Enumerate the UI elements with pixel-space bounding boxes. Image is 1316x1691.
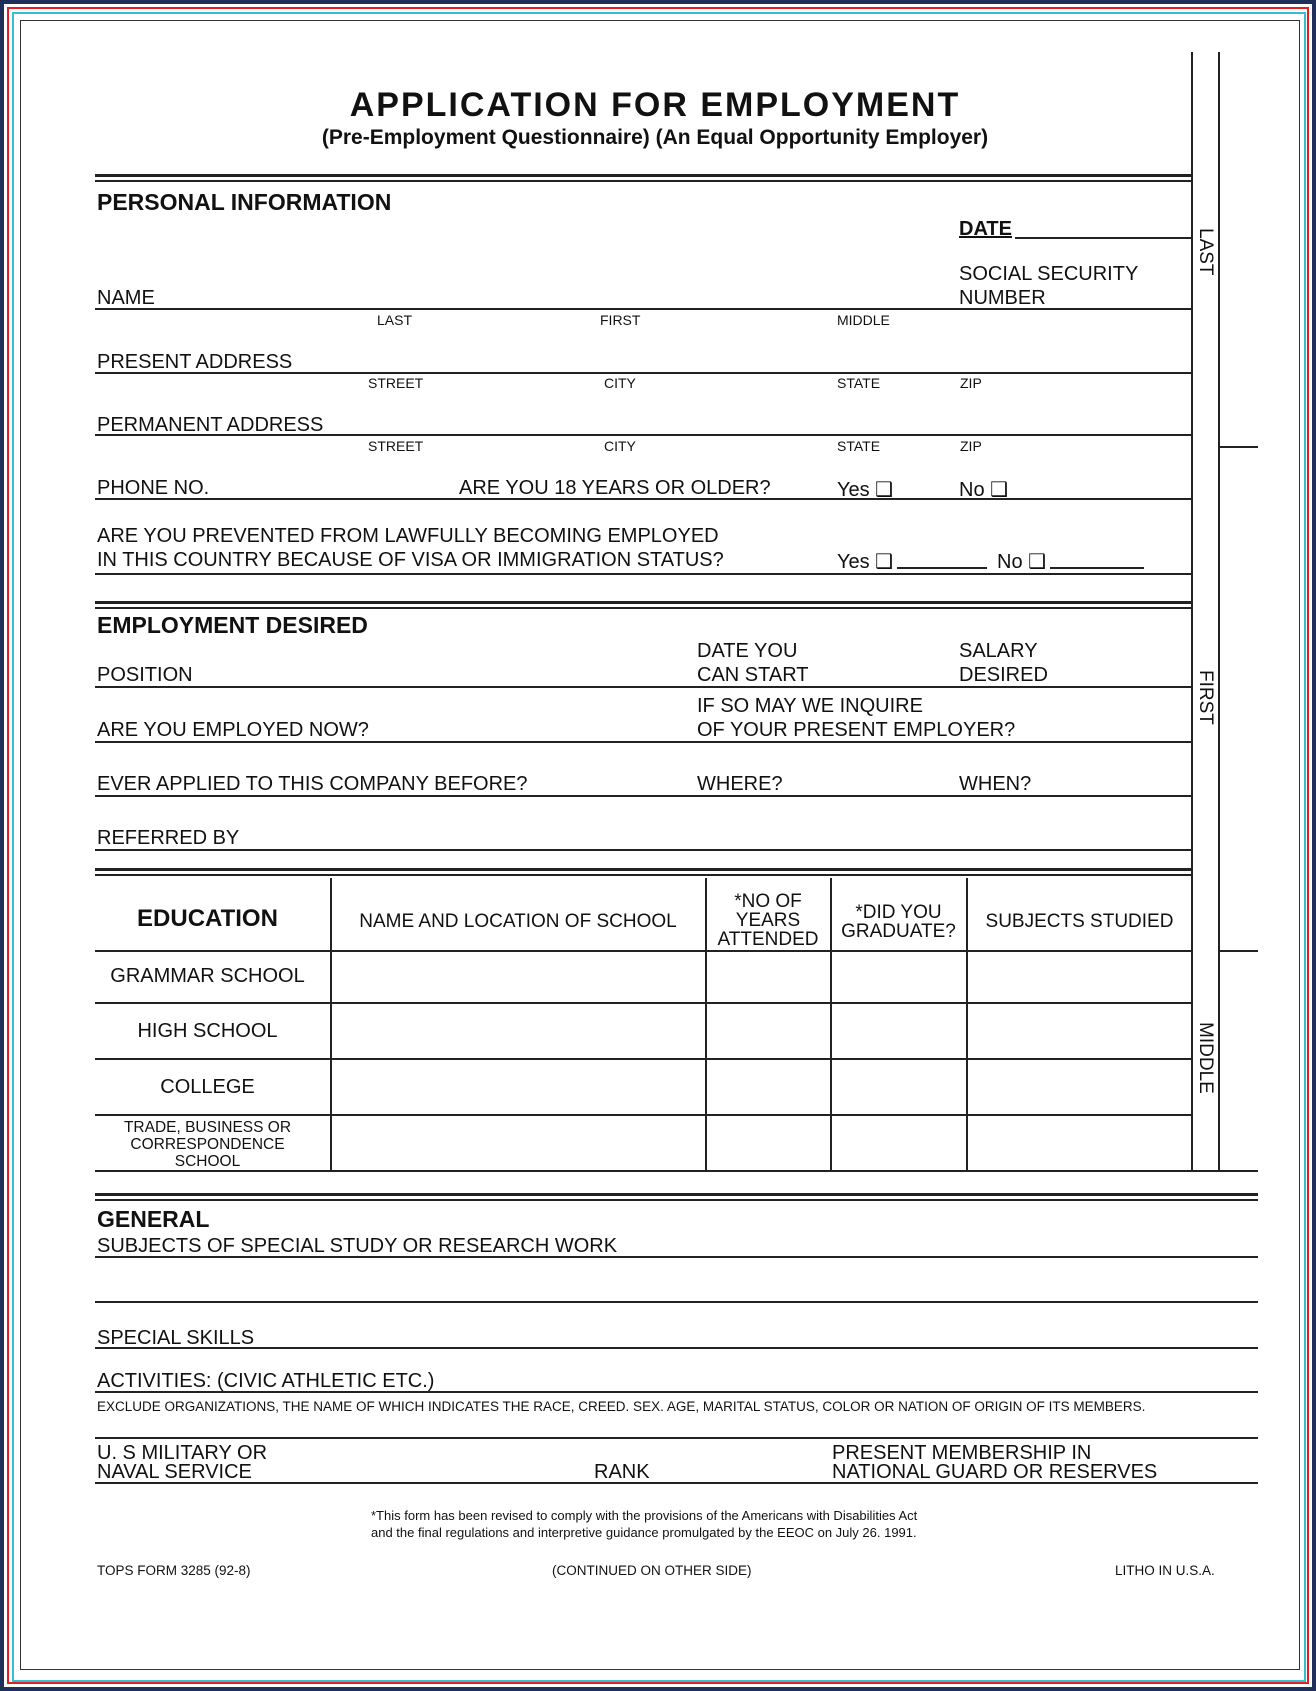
special-skills-field[interactable]	[95, 1347, 1258, 1349]
visa-question-2: IN THIS COUNTRY BECAUSE OF VISA OR IMMIGRATION STATUS?	[97, 549, 724, 571]
side-label-last: LAST	[1195, 228, 1216, 276]
present-state: STATE	[837, 375, 881, 391]
date-label: DATE	[959, 218, 1012, 240]
membership-label-2: NATIONAL GUARD OR RESERVES	[832, 1461, 1158, 1483]
position-field[interactable]	[95, 686, 1192, 688]
section-rule	[95, 601, 1192, 604]
name-sub-middle: MIDDLE	[837, 312, 890, 328]
phone-label: PHONE NO.	[97, 477, 210, 499]
when-label: WHEN?	[959, 773, 1032, 795]
visa-no-line[interactable]	[1050, 567, 1144, 569]
ada-note-1: *This form has been revised to comply with the provisions of the Americans with Disabilities Act	[371, 1508, 918, 1523]
activities-field[interactable]	[95, 1391, 1258, 1393]
applied-before-label: EVER APPLIED TO THIS COMPANY BEFORE?	[97, 773, 528, 795]
col-years-line-2: YEARS	[735, 910, 801, 931]
age-yes-checkbox[interactable]: Yes ❑	[837, 479, 894, 501]
salary-2: DESIRED	[959, 664, 1048, 686]
present-address-label: PRESENT ADDRESS	[97, 351, 293, 373]
litho-note: LITHO IN U.S.A.	[1115, 1563, 1215, 1578]
form-number: TOPS FORM 3285 (92-8)	[97, 1563, 251, 1578]
applied-before-field[interactable]	[95, 795, 1192, 797]
age-no-checkbox[interactable]: No ❑	[959, 479, 1009, 501]
side-label-middle: MIDDLE	[1195, 1022, 1216, 1094]
section-rule	[95, 1193, 1258, 1196]
military-label-2: NAVAL SERVICE	[97, 1461, 252, 1483]
form-title: APPLICATION FOR EMPLOYMENT	[349, 86, 961, 124]
ssn-label-1: SOCIAL SECURITY	[959, 263, 1139, 285]
present-street: STREET	[368, 375, 424, 391]
col-school-header: NAME AND LOCATION OF SCHOOL	[359, 911, 677, 932]
date-start-1: DATE YOU	[697, 640, 798, 662]
visa-no-checkbox[interactable]: No ❑	[997, 551, 1047, 573]
row-college: COLLEGE	[160, 1076, 255, 1098]
visa-question-1: ARE YOU PREVENTED FROM LAWFULLY BECOMING EMPLOYED	[97, 525, 719, 547]
special-study-field[interactable]	[95, 1256, 1258, 1258]
col-grad-line-1: *DID YOU	[855, 902, 942, 923]
row-grammar-school: GRAMMAR SCHOOL	[110, 965, 305, 987]
name-field[interactable]	[95, 308, 1192, 310]
employed-now-label: ARE YOU EMPLOYED NOW?	[97, 719, 369, 741]
visa-yes-checkbox[interactable]: Yes ❑	[837, 551, 894, 573]
section-education-title: EDUCATION	[137, 905, 278, 932]
col-years-line-3: ATTENDED	[717, 929, 819, 950]
permanent-city: CITY	[604, 438, 636, 454]
where-label: WHERE?	[697, 773, 783, 795]
row-rule	[95, 573, 1192, 575]
exclude-note: EXCLUDE ORGANIZATIONS, THE NAME OF WHICH INDICATES THE RACE, CREED. SEX. AGE, MARITAL STATUS, COLOR OR NATION OF ORIGIN OF ITS MEMBERS.	[97, 1399, 1146, 1414]
edu-bottom-rule	[95, 1170, 1258, 1172]
section-rule	[95, 1199, 1258, 1201]
form-subtitle: (Pre-Employment Questionnaire) (An Equal Opportunity Employer)	[321, 126, 989, 149]
permanent-address-label: PERMANENT ADDRESS	[97, 414, 324, 436]
ada-note-2: and the final regulations and interpretive guidance promulgated by the EEOC on July 26. 1991.	[371, 1525, 917, 1540]
position-label: POSITION	[97, 664, 193, 686]
edu-row-rule	[95, 1058, 1192, 1060]
special-study-label: SUBJECTS OF SPECIAL STUDY OR RESEARCH WORK	[97, 1235, 618, 1257]
present-zip: ZIP	[960, 375, 982, 391]
col-graduate-header	[831, 903, 966, 941]
right-tick-1	[1218, 446, 1258, 448]
row-trade-line-3: SCHOOL	[174, 1153, 241, 1170]
col-grad-line-2: GRADUATE?	[841, 921, 956, 942]
date-start-2: CAN START	[697, 664, 809, 686]
col-years-line-1: *NO OF	[734, 891, 802, 912]
present-city: CITY	[604, 375, 636, 391]
present-address-field[interactable]	[95, 372, 1192, 374]
col-subjects-header: SUBJECTS STUDIED	[985, 911, 1174, 932]
row-trade-school	[95, 1119, 320, 1170]
membership-label-1: PRESENT MEMBERSHIP IN	[832, 1442, 1092, 1464]
military-label-1: U. S MILITARY OR	[97, 1442, 268, 1464]
inquire-2: OF YOUR PRESENT EMPLOYER?	[697, 719, 1016, 741]
section-rule	[95, 174, 1192, 177]
special-skills-label: SPECIAL SKILLS	[97, 1327, 255, 1349]
section-rule	[95, 607, 1192, 609]
section-employment-title: EMPLOYMENT DESIRED	[97, 612, 368, 638]
visa-yes-line[interactable]	[897, 567, 987, 569]
activities-label: ACTIVITIES: (CIVIC ATHLETIC ETC.)	[97, 1370, 435, 1392]
row-trade-line-1: TRADE, BUSINESS OR	[123, 1119, 292, 1136]
permanent-state: STATE	[837, 438, 881, 454]
permanent-address-field[interactable]	[95, 434, 1192, 436]
military-field[interactable]	[95, 1482, 1258, 1484]
ssn-label-2: NUMBER	[959, 287, 1046, 309]
section-rule	[95, 874, 1192, 876]
row-rule	[95, 1437, 1258, 1439]
rank-label: RANK	[594, 1461, 650, 1483]
age-question: ARE YOU 18 YEARS OR OLDER?	[459, 477, 771, 499]
permanent-zip: ZIP	[960, 438, 982, 454]
section-rule	[95, 868, 1192, 871]
continued-note: (CONTINUED ON OTHER SIDE)	[552, 1563, 752, 1578]
section-rule	[95, 180, 1192, 182]
special-study-field-2[interactable]	[95, 1301, 1258, 1303]
name-sub-first: FIRST	[600, 312, 641, 328]
inquire-1: IF SO MAY WE INQUIRE	[697, 695, 923, 717]
permanent-street: STREET	[368, 438, 424, 454]
edu-row-rule	[95, 950, 1192, 952]
employed-now-field[interactable]	[95, 741, 1192, 743]
row-high-school: HIGH SCHOOL	[137, 1020, 278, 1042]
col-years-header	[706, 892, 830, 949]
right-rule-2	[1218, 52, 1220, 1172]
referred-by-label: REFERRED BY	[97, 827, 240, 849]
name-sub-last: LAST	[377, 312, 413, 328]
date-field[interactable]	[1015, 237, 1192, 239]
side-label-first: FIRST	[1195, 670, 1216, 725]
right-tick-2	[1218, 950, 1258, 952]
row-trade-line-2: CORRESPONDENCE	[130, 1136, 285, 1153]
right-rule-1	[1191, 52, 1193, 1172]
referred-by-field[interactable]	[95, 849, 1192, 851]
edu-row-rule	[95, 1002, 1192, 1004]
edu-row-rule	[95, 1114, 1192, 1116]
section-general-title: GENERAL	[97, 1206, 210, 1232]
salary-1: SALARY	[959, 640, 1038, 662]
phone-field[interactable]	[95, 498, 1192, 500]
name-label: NAME	[97, 287, 155, 309]
section-personal-title: PERSONAL INFORMATION	[97, 189, 392, 215]
